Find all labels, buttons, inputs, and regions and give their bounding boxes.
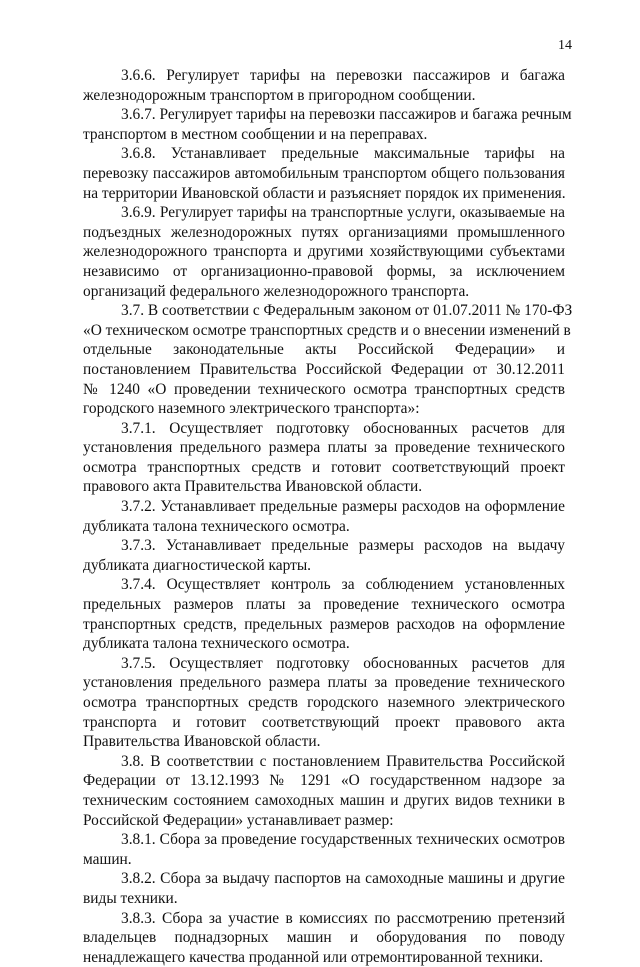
text-line: Правительства Ивановской области. bbox=[83, 733, 321, 751]
text-line: 3.6.9. Регулирует тарифы на транспортные услуги, оказываемые на bbox=[121, 204, 565, 222]
text-line: осмотра транспортных средств и готовит соответствующий проект bbox=[83, 458, 565, 476]
text-line: 3.6.8. Устанавливает предельные максимальные тарифы на bbox=[121, 145, 565, 163]
text-line: 3.6.6. Регулирует тарифы на перевозки пассажиров и багажа bbox=[121, 67, 565, 84]
text-line: организаций федерального железнодорожного транспорта. bbox=[83, 282, 470, 300]
text-line: 3.7.2. Устанавливает предельные размеры расходов на оформление bbox=[121, 498, 565, 516]
text-line: правового акта Правительства Ивановской области. bbox=[83, 478, 423, 496]
text-line: постановлением Правительства Российской Федерации от 30.12.2011 bbox=[83, 360, 565, 378]
text-line: ненадлежащего качества проданной или отремонтированной техники. bbox=[83, 948, 544, 966]
text-line: виды техники. bbox=[83, 889, 178, 907]
text-line: 3.7. В соответствии с Федеральным законом от 01.07.2011 № 170-ФЗ bbox=[121, 302, 573, 320]
text-line: 3.7.4. Осуществляет контроль за соблюдением установленных bbox=[121, 576, 565, 594]
text-line: дубликата талона технического осмотра. bbox=[83, 635, 350, 653]
text-line: Российской Федерации» устанавливает размер: bbox=[83, 811, 394, 829]
text-line: дубликата диагностической карты. bbox=[83, 556, 312, 574]
text-line: 3.6.7. Регулирует тарифы на перевозки пассажиров и багажа речным bbox=[121, 106, 572, 124]
text-line: 3.7.1. Осуществляет подготовку обоснованных расчетов для bbox=[121, 419, 565, 437]
text-line: 3.8.3. Сбора за участие в комиссиях по рассмотрению претензий bbox=[121, 909, 565, 927]
text-line: техническим состоянием самоходных машин и других видов техники в bbox=[83, 791, 565, 809]
text-line: осмотра транспортных средств городского наземного электрического bbox=[83, 694, 565, 711]
text-line: 3.7.3. Устанавливает предельные размеры расходов на выдачу bbox=[121, 537, 565, 555]
text-line: подъездных железнодорожных путях организациями промышленного bbox=[83, 223, 565, 241]
text-line: независимо от организационно-правовой формы, за исключением bbox=[83, 262, 565, 280]
text-line: 3.8.1. Сбора за проведение государственных технических осмотров bbox=[121, 831, 565, 849]
text-line: транспортом в местном сообщении и на переправах. bbox=[83, 125, 428, 143]
text-line: городского наземного электрического транспорта»: bbox=[83, 400, 420, 418]
text-line: железнодорожным транспортом в пригородном сообщении. bbox=[83, 86, 476, 104]
text-line: «О техническом осмотре транспортных средств и о внесении изменений в bbox=[83, 321, 571, 339]
text-line: транспортных средств, предельных размеров расходов на оформление bbox=[83, 615, 565, 633]
document-body bbox=[83, 66, 573, 967]
text-line: 3.8.2. Сбора за выдачу паспортов на самоходные машины и другие bbox=[121, 870, 565, 888]
text-line: на территории Ивановской области и разъясняет порядок их применения. bbox=[83, 184, 566, 202]
text-line: установления предельного размера платы за проведение технического bbox=[83, 439, 565, 457]
text-line: 3.8. В соответствии с постановлением Правительства Российской bbox=[121, 752, 565, 770]
text-line: перевозку пассажиров автомобильным транспортом общего пользования bbox=[83, 164, 565, 182]
text-line: 3.7.5. Осуществляет подготовку обоснованных расчетов для bbox=[121, 654, 565, 672]
text-line: установления предельного размера платы за проведение технического bbox=[83, 674, 565, 692]
text-line: машин. bbox=[83, 850, 132, 868]
text-line: отдельные законодательные акты Российской Федерации» и bbox=[83, 341, 565, 359]
text-line: Федерации от 13.12.1993 № 1291 «О государственном надзоре за bbox=[83, 772, 565, 790]
text-line: владельцев поднадзорных машин и оборудования по поводу bbox=[83, 929, 565, 947]
text-line: дубликата талона технического осмотра. bbox=[83, 517, 350, 535]
text-line: железнодорожного транспорта и другими хозяйствующими субъектами bbox=[83, 243, 565, 261]
text-line: транспорта и готовит соответствующий проект правового акта bbox=[83, 713, 565, 731]
text-line: № 1240 «О проведении технического осмотра транспортных средств bbox=[83, 380, 565, 398]
page-number: 14 bbox=[558, 38, 572, 53]
text-line: предельных размеров платы за проведение технического осмотра bbox=[83, 596, 565, 614]
